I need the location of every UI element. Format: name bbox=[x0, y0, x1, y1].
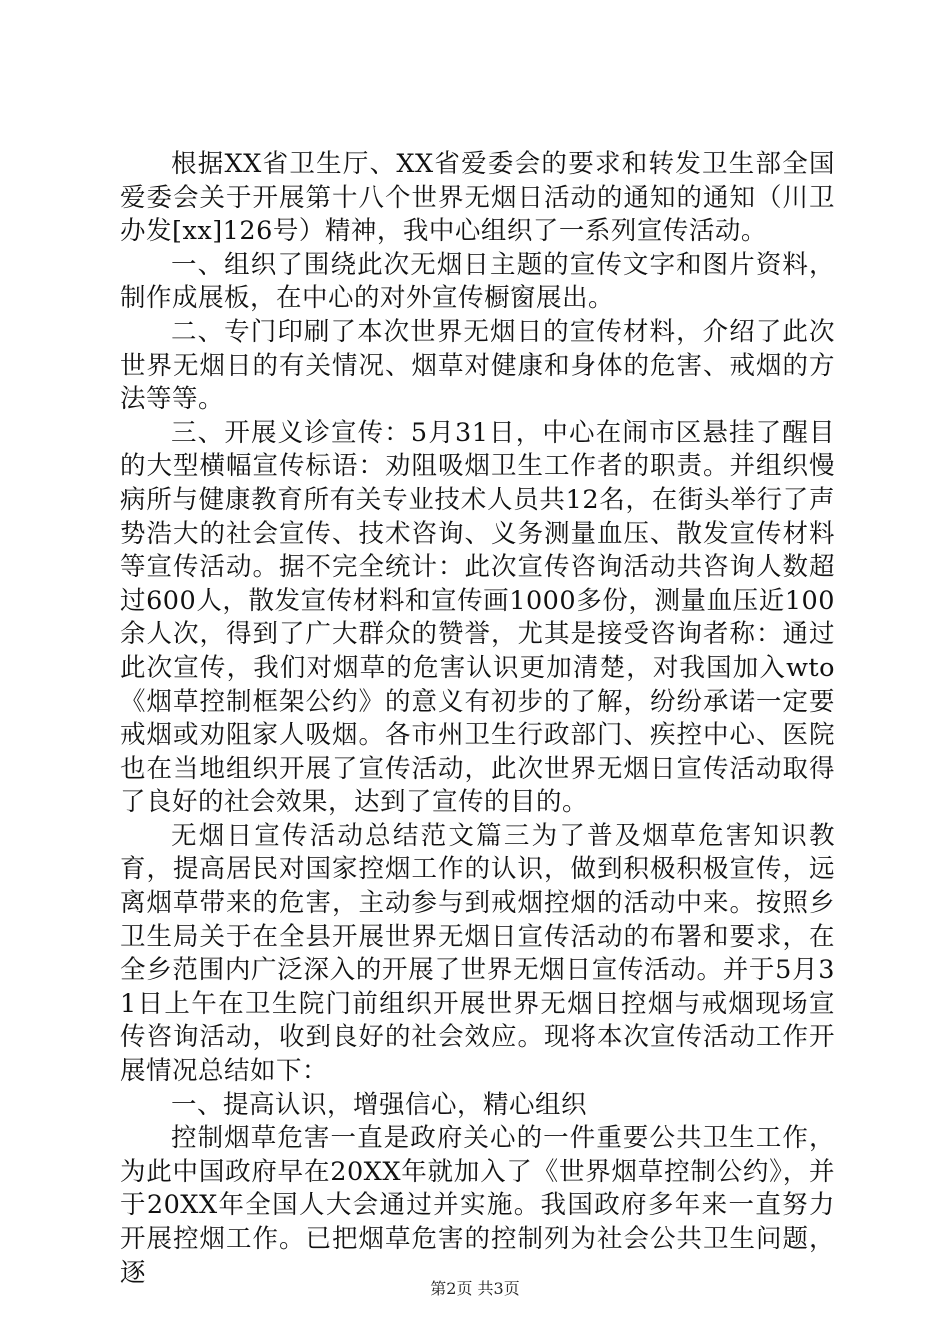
document-body bbox=[120, 148, 835, 1290]
paragraph-item-1: 一、组织了围绕此次无烟日主题的宣传文字和图片资料，制作成展板，在中心的对外宣传橱窗展出。 bbox=[120, 249, 835, 314]
paragraph-item-2: 二、专门印刷了本次世界无烟日的宣传材料，介绍了此次世界无烟日的有关情况、烟草对健康和身体的危害、戒烟的方法等等。 bbox=[120, 316, 835, 415]
paragraph-section-1: 控制烟草危害一直是政府关心的一件重要公共卫生工作，为此中国政府早在20XX年就加入了《世界烟草控制公约》，并于20XX年全国人大会通过并实施。我国政府多年来一直努力开展控烟工作。已把烟草危害的控制列为社会公共卫生问题，逐 bbox=[120, 1123, 835, 1288]
paragraph-item-3: 三、开展义诊宣传：5月31日，中心在闹市区悬挂了醒目的大型横幅宣传标语：劝阻吸烟卫生工作者的职责。并组织慢病所与健康教育所有关专业技术人员共12名，在街头举行了声势浩大的社会宣传、技术咨询、义务测量血压、散发宣传材料等宣传活动。据不完全统计：此次宣传咨询活动共咨询人数超过600人，散发宣传材料和宣传画1000多份，测量血压近100余人次，得到了广大群众的赞誉，尤其是接受咨询者称：通过此次宣传，我们对烟草的危害认识更加清楚，对我国加入wto《烟草控制框架公约》的意义有初步的了解，纷纷承诺一定要戒烟或劝阻家人吸烟。各市州卫生行政部门、疾控中心、医院也在当地组织开展了宣传活动，此次世界无烟日宣传活动取得了良好的社会效果，达到了宣传的目的。 bbox=[120, 417, 835, 818]
paragraph-intro: 根据XX省卫生厅、XX省爱委会的要求和转发卫生部全国爱委会关于开展第十八个世界无烟日活动的通知的通知（川卫办发[xx]126号）精神，我中心组织了一系列宣传活动。 bbox=[120, 149, 835, 247]
paragraph-article-three: 无烟日宣传活动总结范文篇三为了普及烟草危害知识教育，提高居民对国家控烟工作的认识，做到积极积极宣传，远离烟草带来的危害，主动参与到戒烟控烟的活动中来。按照乡卫生局关于在全县开展世界无烟日宣传活动的布署和要求，在全乡范围内广泛深入的开展了世界无烟日宣传活动。并于5月31日上午在卫生院门前组织开展世界无烟日控烟与戒烟现场宣传咨询活动，收到良好的社会效应。现将本次宣传活动工作开展情况总结如下： bbox=[120, 820, 835, 1087]
page-number-footer: 第2页 共3页 bbox=[430, 1279, 520, 1298]
section-heading-1: 一、提高认识，增强信心，精心组织 bbox=[171, 1089, 588, 1120]
